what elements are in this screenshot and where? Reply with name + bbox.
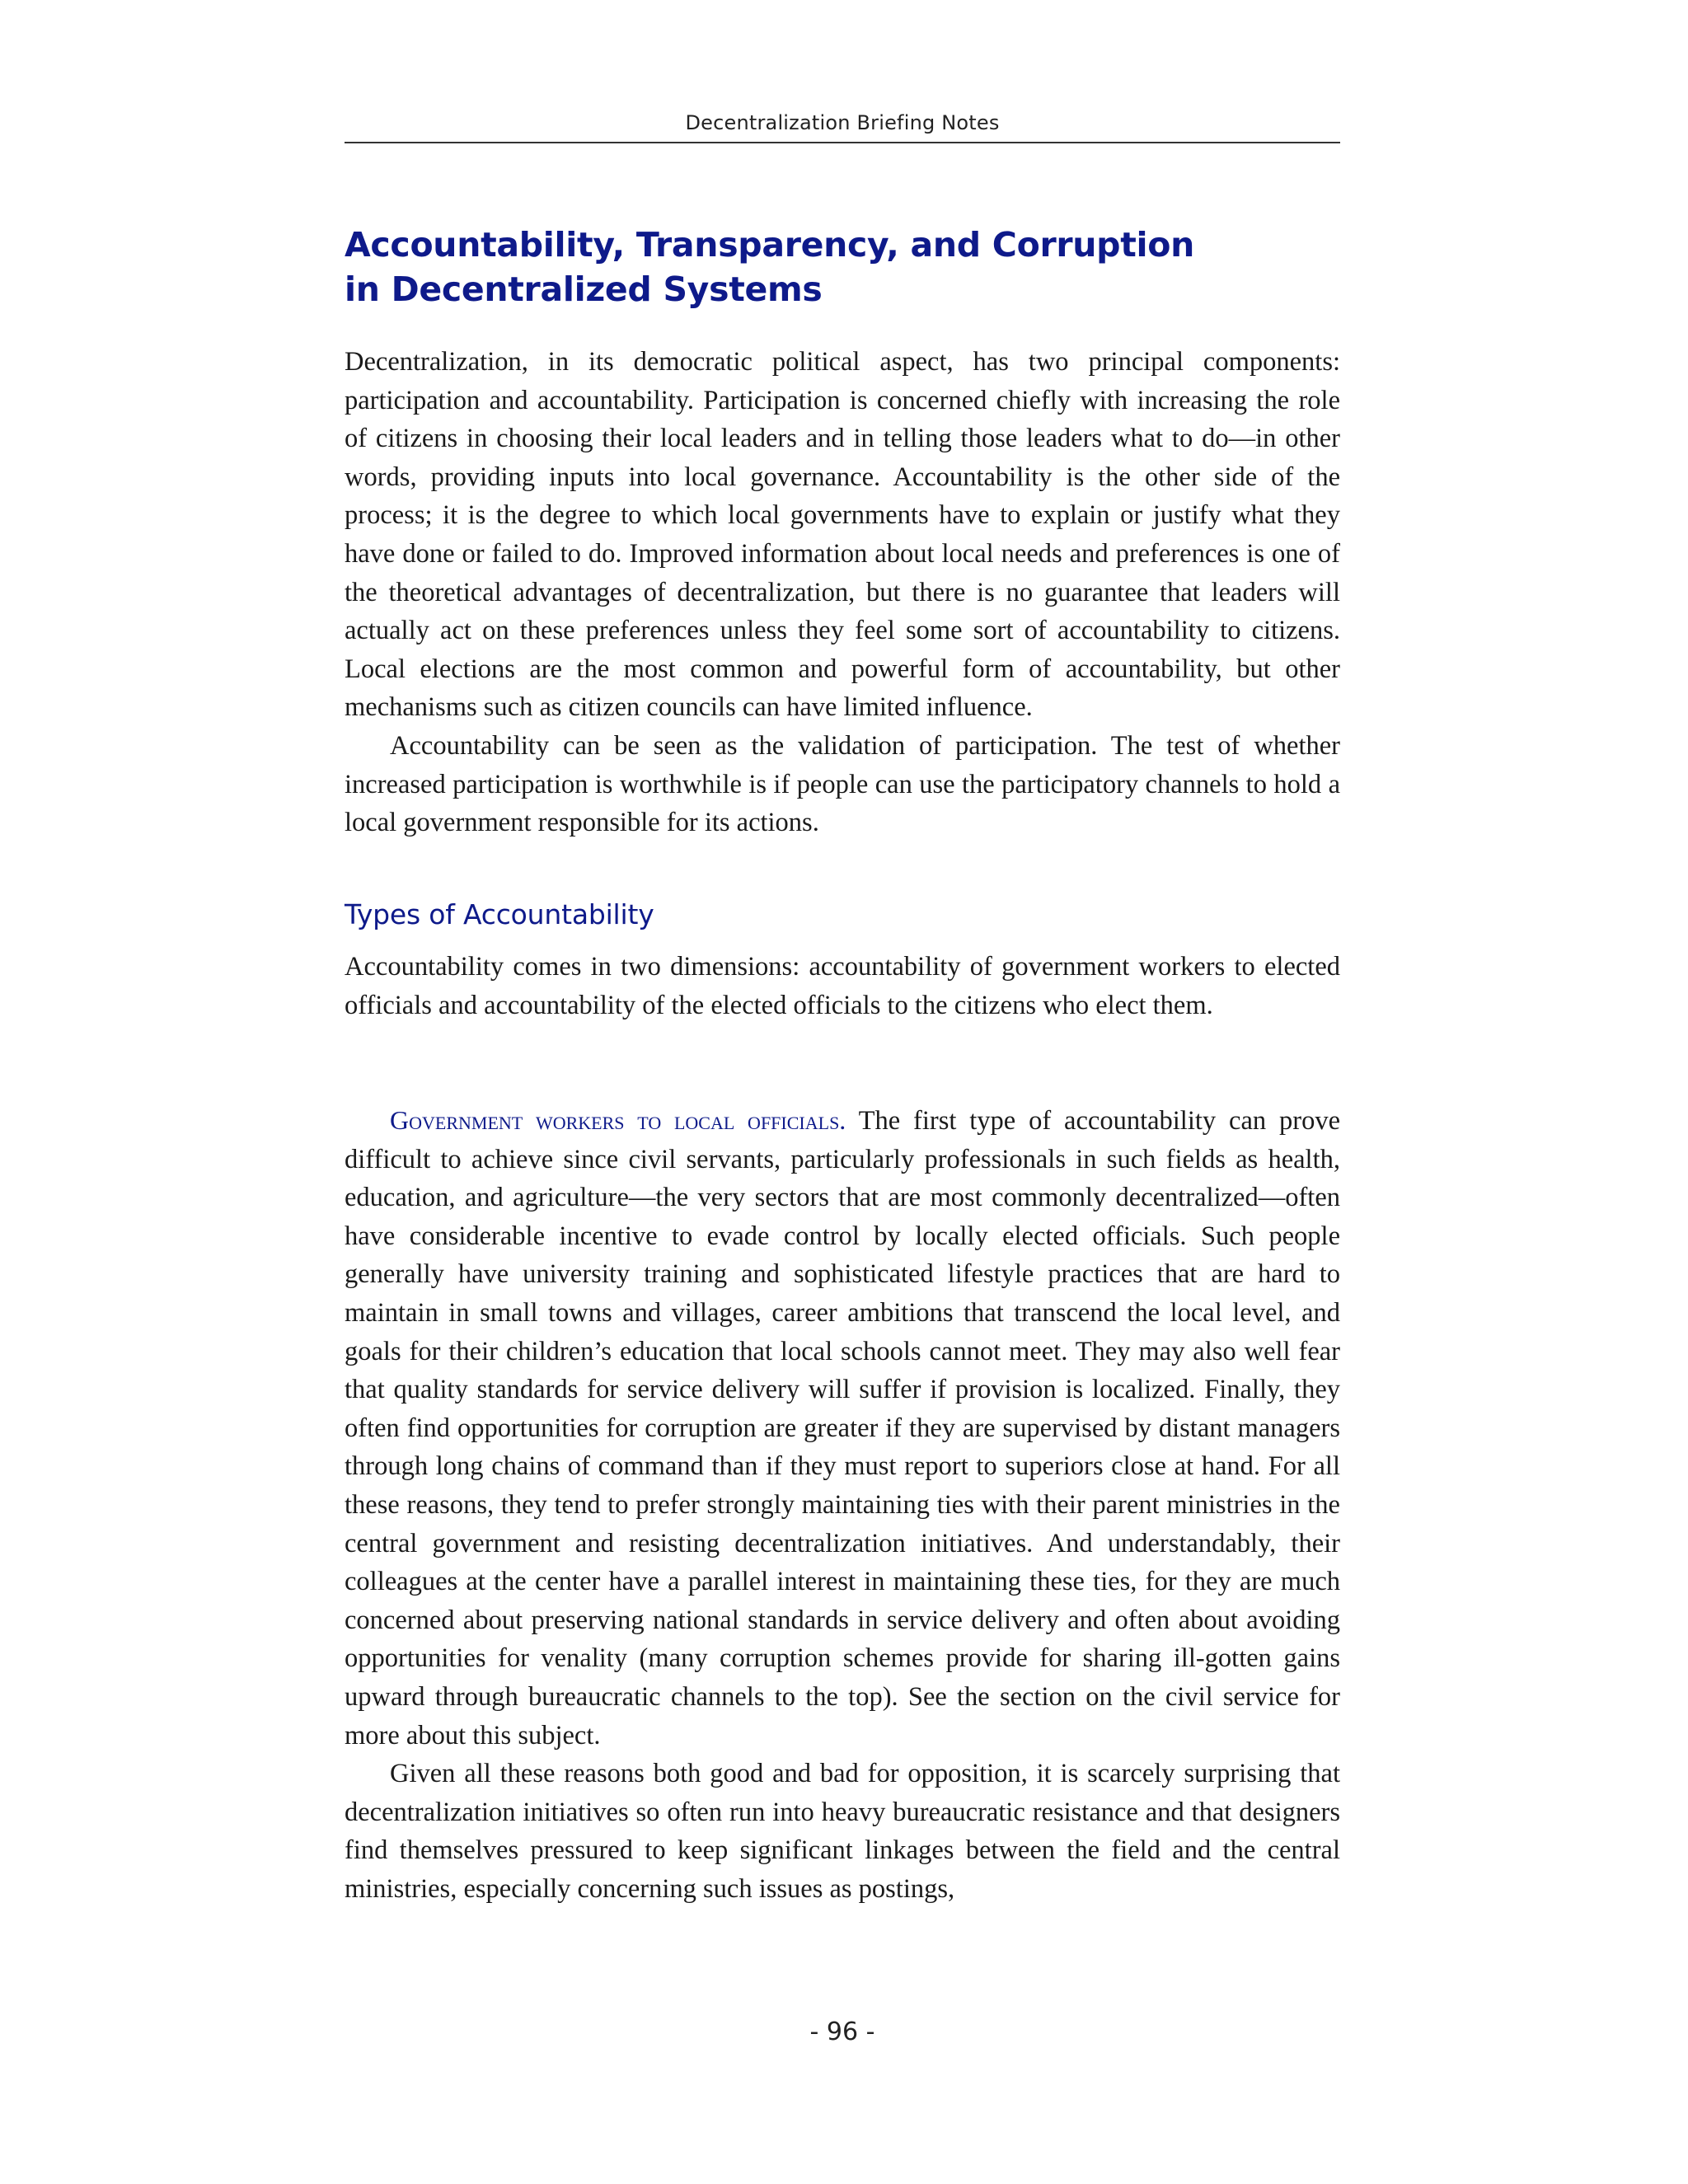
page-number: - 96 -	[809, 2018, 875, 2046]
section-paragraph-3: Given all these reasons both good and bad for opposition, it is scarcely surprising that decentralization initiatives so often run into heavy bureaucratic resistance and that designers find themselves pressured to keep significant linkages between the field and the central ministries, especially concerning such issues as postings,	[345, 1759, 1340, 1904]
article-title	[345, 223, 1340, 312]
header-rule	[345, 142, 1340, 143]
section-body	[345, 1101, 1340, 1908]
section-paragraph-1: Accountability comes in two dimensions: accountability of government workers to elected officials and accountability of the elected officials to the citizens who elect them.	[345, 952, 1340, 1020]
section-intro	[345, 948, 1340, 1024]
runin-heading: Government workers to local officials.	[390, 1105, 846, 1135]
intro-section	[345, 343, 1340, 842]
section-paragraph-2-text: The first type of accountability can prove difficult to achieve since civil servants, particularly professionals in such fields as health, education, and agriculture—the very sectors that are most commonly decentralized—often have considerable incentive to evade control by locally elected officials. Such people generally have university training and sophisticated lifestyle practices that are hard to maintain in small towns and villages, career ambitions that transcend the local level, and goals for their children’s education that local schools cannot meet. They may also well fear that quality standards for service delivery will suffer if provision is localized. Finally, they often find opportunities for corruption are greater if they are supervised by distant managers through long chains of command than if they must report to superiors close at hand. For all these reasons, they tend to prefer strongly maintaining ties with their parent ministries in the central government and resisting decentralization initiatives. And understandably, their colleagues at the center have a parallel interest in maintaining these ties, for they are much concerned about preserving national standards in service delivery and often about avoiding opportunities for venality (many corruption schemes provide for sharing ill-gotten gains upward through bureaucratic channels to the top). See the section on the civil service for more about this subject.	[345, 1106, 1341, 1750]
article-title-line-2: in Decentralized Systems	[345, 269, 823, 309]
intro-paragraph-2: Accountability can be seen as the validation of participation. The test of whether increased participation is worthwhile is if people can use the participatory channels to hold a local government responsible for its actions.	[345, 730, 1340, 838]
section-heading: Types of Accountability	[345, 898, 654, 930]
section-paragraph-2	[345, 1101, 1340, 1755]
document-page	[345, 0, 1340, 2184]
article-title-line-1: Accountability, Transparency, and Corruption	[345, 225, 1195, 265]
intro-paragraph-1: Decentralization, in its democratic political aspect, has two principal components: participation and accountability. Participation is concerned chiefly with increasing the role of citizens in choosing their local leaders and in telling those leaders what to do—in other words, providing inputs into local governance. Accountability is the other side of the process; it is the degree to which local governments have to explain or justify what they have done or failed to do. Improved information about local needs and preferences is one of the theoretical advantages of decentralization, but there is no guarantee that leaders will actually act on these preferences unless they feel some sort of accountability to citizens. Local elections are the most common and powerful form of accountability, but other mechanisms such as citizen councils can have limited influence.	[345, 347, 1340, 723]
running-header: Decentralization Briefing Notes	[685, 111, 1000, 134]
